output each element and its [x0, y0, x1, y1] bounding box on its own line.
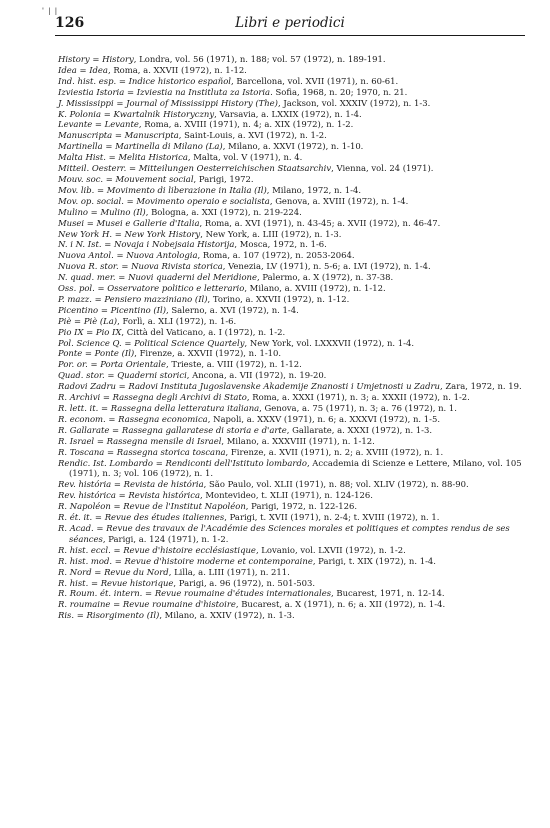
list-item: Mov. op. social. = Movimento operaio e socialista, Genova, a. XVIII (1972), n. 1-4.: [58, 195, 409, 206]
entry-details: , Trieste, a. VIII (1972), n. 1-12.: [165, 359, 302, 370]
entry-details: , Napoli, a. XXXV (1971), n. 6; a. XXXVI (1972), n. 1-5.: [207, 413, 441, 424]
entry-title: Revue roumaine d'études internationales: [154, 588, 332, 599]
entry-title: Journal of Mississippi History (The): [126, 97, 278, 108]
entry-abbreviation: Idea: [58, 64, 77, 75]
entry-abbreviation: Mov. lib.: [58, 184, 95, 195]
entry-details: , Lovanio, vol. LXVII (1972), n. 1-2.: [255, 544, 406, 555]
list-item: Radovi Zadru = Radovi Instituta Jugoslavenske Akademije Znanosti i Umjetnosti u Zadru, Zara, 1972, n. 19.: [58, 381, 522, 392]
list-item: History = History, Londra, vol. 56 (1971), n. 188; vol. 57 (1972), n. 189-191.: [58, 54, 386, 64]
entry-abbreviation: P. mazz.: [58, 293, 92, 304]
entry-title: Movimento di liberazione in Italia (Il): [106, 184, 267, 195]
list-item: Idea = Idea, Roma, a. XXVII (1972), n. 1-12.: [58, 64, 247, 75]
entry-abbreviation: K. Polonia: [58, 108, 102, 119]
entry-abbreviation: R. hist. eccl.: [58, 544, 111, 555]
entry-abbreviation: Malta Hist.: [58, 152, 106, 163]
list-item: R. Toscana = Rassegna storica toscana, Firenze, a. XVII (1971), n. 2; a. XVIII (1972), n. 1.: [58, 446, 444, 457]
entry-details: , Bucarest, a. X (1971), n. 6; a. XII (1972), n. 1-4.: [235, 599, 446, 610]
entry-title: Revue du Nord: [104, 566, 169, 577]
entry-details: , Genova, a. 75 (1971), n. 3; a. 76 (1972), n. 1.: [259, 403, 457, 413]
entry-title: Movimento operaio e socialista: [136, 195, 270, 206]
entry-details: . Sofia, 1968, n. 20; 1970, n. 21.: [270, 86, 408, 97]
list-item: Pio IX = Pio IX, Città del Vaticano, a. I (1972), n. 1-2.: [58, 326, 286, 337]
entry-title: Revue d'histoire moderne et contemporaine: [124, 555, 313, 566]
list-item: R. ét. it. = Revue des études italiennes, Parigi, t. XVII (1971), n. 2-4; t. XVIII (1972), n. 1.: [58, 512, 440, 523]
entry-abbreviation: R. Gallarate: [58, 424, 110, 435]
entry-abbreviation: R. Nord: [58, 566, 92, 577]
entry-abbreviation: R. Acad.: [58, 522, 94, 533]
entry-title: Melita Historica: [118, 152, 188, 163]
list-item: R. hist. mod. = Revue d'histoire moderne et contemporaine, Parigi, t. XIX (1972), n. 1-4.: [58, 555, 436, 566]
list-item: Rendic. Ist. Lombardo = Rendiconti dell'Istituto lombardo, Accademia di Scienze e Lettere, Milano, vol. 105 (1971), n. 3; vol. 106 (1972), n. 1.: [58, 457, 522, 479]
list-item: R. Nord = Revue du Nord, Lilla, a. LIII (1971), n. 211.: [58, 566, 290, 577]
entry-abbreviation: R. econom.: [58, 413, 106, 424]
entry-title: Political Science Quartely: [134, 337, 245, 348]
list-item: R. Gallarate = Rassegna gallaratese di storia e d'arte, Gallarate, a. XXXI (1972), n. 1-3.: [58, 424, 433, 435]
entry-details: , Venezia, LV (1971), n. 5-6; a. LVI (1972), n. 1-4.: [222, 261, 431, 272]
entry-details: , Roma, a. XVI (1971), n. 43-45; a. XVII (1972), n. 46-47.: [199, 217, 441, 228]
list-item: Mov. lib. = Movimento di liberazione in Italia (Il), Milano, 1972, n. 1-4.: [58, 184, 362, 195]
running-header: [55, 15, 525, 36]
list-item: J. Mississippi = Journal of Mississippi History (The), Jackson, vol. XXXIV (1972), n. 1-3.: [58, 97, 431, 108]
entry-abbreviation: R. roumaine: [58, 599, 111, 610]
entry-title: Revue d'histoire ecclésiastique: [123, 544, 256, 555]
entry-details: , Milano, a. XXIV (1972), n. 1-3.: [159, 610, 295, 621]
entry-title: Nuovi quaderni del Meridione: [128, 272, 257, 283]
list-item: Musei = Musei e Gallerie d'Italia, Roma, a. XVI (1971), n. 43-45; a. XVII (1972), n. 46-47.: [58, 217, 441, 228]
entry-details: , New York, a. LIII (1972), n. 1-3.: [200, 228, 342, 239]
entry-details: , Milano, a. XVIII (1972), n. 1-12.: [244, 283, 386, 294]
entry-title: Martinella di Milano (La): [115, 141, 223, 152]
entry-abbreviation: Manuscripta: [58, 130, 113, 141]
entry-abbreviation: R. Roum. ét. intern.: [58, 588, 143, 599]
entry-details: , Gallarate, a. XXXI (1972), n. 1-3.: [286, 424, 433, 435]
list-item: Picentino = Picentino (Il), Salerno, a. XVI (1972), n. 1-4.: [58, 304, 299, 315]
entry-details: , Lilla, a. LIII (1971), n. 211.: [168, 566, 290, 577]
entry-details: , Roma, a. XXXI (1971), n. 3; a. XXXII (1972), n. 1-2.: [246, 392, 470, 403]
entry-details: , Firenze, a. XVII (1971), n. 2; a. XVIII (1972), n. 1.: [225, 446, 444, 457]
entry-abbreviation: Quad. stor.: [58, 370, 105, 381]
list-item: New York H. = New York History, New York, a. LIII (1972), n. 1-3.: [58, 228, 342, 239]
entry-abbreviation: Nuova Antol.: [58, 250, 114, 261]
list-item: R. Israel = Rassegna mensile di Israel, Milano, a. XXXVIII (1971), n. 1-12.: [58, 435, 375, 446]
entry-details: , Milano, 1972, n. 1-4.: [266, 184, 362, 195]
entry-title: Radovi Instituta Jugoslavenske Akademije Znanosti i Umjetnosti u Zadru: [128, 381, 440, 392]
entry-details: , Forlì, a. XLI (1972), n. 1-6.: [117, 315, 237, 326]
list-item: N. quad. mer. = Nuovi quaderni del Meridione, Palermo, a. X (1972), n. 37-38.: [58, 272, 394, 283]
entry-details: , Londra, vol. 56 (1971), n. 188; vol. 57 (1972), n. 189-191.: [133, 54, 386, 64]
entry-title: Revue des études italiennes: [104, 512, 225, 523]
entry-details: , Roma, a. XXVII (1972), n. 1-12.: [107, 64, 247, 75]
entry-title: Izviestia na Institluta za Istoria: [136, 86, 271, 97]
list-item: Rev. história = Revista de história, São Paulo, vol. XLII (1971), n. 88; vol. XLIV (1972), n. 88-90.: [58, 479, 469, 490]
entry-details: , Ancona, a. VII (1972), n. 19-20.: [186, 370, 327, 381]
entry-details: , Parigi, a. 124 (1971), n. 1-2.: [102, 533, 229, 544]
entry-abbreviation: R. Archivi: [58, 392, 101, 403]
entry-details: , São Paulo, vol. XLII (1971), n. 88; vol. XLIV (1972), n. 88-90.: [203, 479, 469, 490]
entry-details: , Bucarest, 1971, n. 12-14.: [331, 588, 445, 599]
entry-abbreviation: Mov. op. social.: [58, 195, 124, 206]
entry-title: Nuova Antologia: [126, 250, 198, 261]
entry-title: Idea: [89, 64, 108, 75]
list-item: Nuova R. stor. = Nuova Rivista storica, Venezia, LV (1971), n. 5-6; a. LVI (1972), n. 1-4.: [58, 261, 431, 272]
entry-abbreviation: History: [58, 54, 90, 64]
entry-details: , Parigi, t. XVII (1971), n. 2-4; t. XVIII (1972), n. 1.: [224, 512, 440, 523]
entry-title: Revue roumaine d'histoire: [122, 599, 236, 610]
entry-title: Pio IX: [95, 326, 122, 337]
list-item: Rev. histórica = Revista histórica, Montevideo, t. XLII (1971), n. 124-126.: [58, 490, 373, 501]
entry-title: Mouvement social: [115, 173, 194, 184]
entry-abbreviation: Picentino: [58, 304, 99, 315]
list-item: R. Napoléon = Revue de l'Institut Napoléon, Parigi, 1972, n. 122-126.: [58, 501, 358, 512]
list-item: Mouv. soc. = Mouvement social, Parigi, 1972.: [58, 173, 254, 184]
list-item: Ris. = Risorgimento (Il), Milano, a. XXIV (1972), n. 1-3.: [58, 610, 295, 621]
entry-title: Pensiero mazziniano (Il): [104, 293, 208, 304]
entry-abbreviation: Oss. pol.: [58, 283, 95, 294]
entry-abbreviation: Por. or.: [58, 359, 88, 370]
entry-title: Revista histórica: [128, 490, 201, 501]
list-item: R. Roum. ét. intern. = Revue roumaine d'études internationales, Bucarest, 1971, n. 12-14.: [58, 588, 445, 599]
entry-title: Nuova Rivista storica: [131, 261, 223, 272]
entry-abbreviation: Musei: [58, 217, 85, 228]
list-item: Mulino = Mulino (Il), Bologna, a. XXI (1972), n. 219-224.: [58, 206, 302, 217]
periodicals-list: [58, 54, 528, 621]
entry-details: , Torino, a. XXVII (1972), n. 1-12.: [207, 293, 350, 304]
list-item: P. mazz. = Pensiero mazziniano (Il), Torino, a. XXVII (1972), n. 1-12.: [58, 293, 350, 304]
entry-abbreviation: Mouv. soc.: [58, 173, 104, 184]
entry-abbreviation: R. Toscana: [58, 446, 105, 457]
list-item: Mitteil. Oesterr. = Mitteilungen Oesterreichischen Staatsarchiv, Vienna, vol. 24 (1971).: [58, 163, 434, 174]
entry-abbreviation: Rendic. Ist. Lombardo: [58, 457, 154, 468]
entry-abbreviation: Izviestia Istoria: [58, 86, 125, 97]
entry-details: , Varsavia, a. LXXIX (1972), n. 1-4.: [214, 108, 362, 119]
entry-abbreviation: R. hist. mod.: [58, 555, 113, 566]
entry-details: , Parigi, a. 96 (1972), n. 501-503.: [173, 577, 316, 588]
entry-title: Revue historique: [100, 577, 174, 588]
list-item: Piè = Piè (La), Forlì, a. XLI (1972), n. 1-6.: [58, 315, 237, 326]
entry-title: Risorgimento (Il): [86, 610, 160, 621]
list-item: Pol. Science Q. = Political Science Quartely, New York, vol. LXXXVII (1972), n. 1-4.: [58, 337, 415, 348]
running-title: Libri e periodici: [235, 15, 345, 31]
list-item: Izviestia Istoria = Izviestia na Institluta za Istoria. Sofia, 1968, n. 20; 1970, n. 21.: [58, 86, 408, 97]
entry-title: History: [102, 54, 134, 64]
list-item: Ind. hist. esp. = Indice historico español, Barcellona, vol. XVII (1971), n. 60-61.: [58, 75, 399, 86]
entry-title: Osservatore politico e letterario: [107, 283, 245, 294]
entry-abbreviation: Rev. histórica: [58, 490, 116, 501]
entry-title: Rassegna economica: [118, 413, 208, 424]
entry-title: Porta Orientale: [100, 359, 166, 370]
list-item: Martinella = Martinella di Milano (La), Milano, a. XXVI (1972), n. 1-10.: [58, 141, 364, 152]
entry-details: , Parigi, 1972.: [193, 173, 254, 184]
entry-title: Manuscripta: [124, 130, 179, 141]
list-item: R. hist. = Revue historique, Parigi, a. 96 (1972), n. 501-503.: [58, 577, 316, 588]
entry-title: Mulino (Il): [100, 206, 146, 217]
entry-details: , Palermo, a. X (1972), n. 37-38.: [256, 272, 394, 283]
entry-abbreviation: Pol. Science Q.: [58, 337, 122, 348]
entry-details: , Accademia di Scienze e Lettere, Milano, vol. 105 (1971), n. 3; vol. 106 (1972), n. 1.: [69, 457, 522, 479]
entry-abbreviation: Ponte: [58, 348, 83, 359]
entry-abbreviation: N. quad. mer.: [58, 272, 116, 283]
entry-abbreviation: Radovi Zadru: [58, 381, 116, 392]
list-item: Malta Hist. = Melita Historica, Malta, vol. V (1971), n. 4.: [58, 152, 303, 163]
entry-details: , Vienna, vol. 24 (1971).: [331, 163, 434, 174]
entry-title: New York History: [124, 228, 201, 239]
entry-title: Quaderni storici: [117, 370, 187, 381]
entry-details: , Città del Vaticano, a. I (1972), n. 1-2.: [121, 326, 286, 337]
entry-title: Piè (La): [83, 315, 118, 326]
list-item: Quad. stor. = Quaderni storici, Ancona, a. VII (1972), n. 19-20.: [58, 370, 327, 381]
entry-title: Indice historico español: [128, 75, 231, 86]
list-item: R. hist. eccl. = Revue d'histoire ecclésiastique, Lovanio, vol. LXVII (1972), n. 1-2.: [58, 544, 406, 555]
entry-abbreviation: N. i N. Ist.: [58, 239, 102, 250]
entry-details: , Parigi, 1972, n. 122-126.: [245, 501, 358, 512]
entry-title: Revue des travaux de l'Académie des Sciences morales et politiques et comptes rendus de ses séances: [69, 522, 510, 544]
entry-details: , Roma, a. 107 (1972), n. 2053-2064.: [197, 250, 355, 261]
entry-title: Kwartalnik Historyczny: [113, 108, 215, 119]
list-item: Ponte = Ponte (Il), Firenze, a. XXVII (1972), n. 1-10.: [58, 348, 282, 359]
entry-details: , Zara, 1972, n. 19.: [439, 381, 522, 392]
entry-title: Rassegna storica toscana: [116, 446, 226, 457]
entry-details: , Milano, a. XXVI (1972), n. 1-10.: [222, 141, 364, 152]
list-item: K. Polonia = Kwartalnik Historyczny, Varsavia, a. LXXIX (1972), n. 1-4.: [58, 108, 362, 119]
margin-marks: ' | |: [42, 7, 59, 15]
entry-details: , Firenze, a. XXVII (1972), n. 1-10.: [134, 348, 282, 359]
entry-details: , Milano, a. XXXVIII (1971), n. 1-12.: [221, 435, 375, 446]
list-item: Oss. pol. = Osservatore politico e letterario, Milano, a. XVIII (1972), n. 1-12.: [58, 283, 386, 294]
entry-details: , Mosca, 1972, n. 1-6.: [234, 239, 327, 250]
list-item: N. i N. Ist. = Novaja i Nobejsaia Historija, Mosca, 1972, n. 1-6.: [58, 239, 327, 250]
entry-abbreviation: Piè: [58, 315, 72, 326]
entry-abbreviation: J. Mississippi: [58, 97, 114, 108]
entry-abbreviation: Mulino: [58, 206, 88, 217]
entry-title: Novaja i Nobejsaia Historija: [113, 239, 235, 250]
entry-abbreviation: R. Israel: [58, 435, 95, 446]
entry-title: Rassegna della letteratura italiana: [110, 403, 260, 413]
entry-title: Ponte (Il): [94, 348, 135, 359]
entry-abbreviation: R. lett. it.: [58, 403, 99, 413]
entry-title: Rassegna degli Archivi di Stato: [112, 392, 247, 403]
entry-details: , Genova, a. XVIII (1972), n. 1-4.: [269, 195, 409, 206]
entry-details: , Parigi, t. XIX (1972), n. 1-4.: [312, 555, 436, 566]
entry-title: Musei e Gallerie d'Italia: [96, 217, 200, 228]
list-item: R. Archivi = Rassegna degli Archivi di Stato, Roma, a. XXXI (1971), n. 3; a. XXXII (1972), n. 1-2.: [58, 392, 470, 403]
entry-details: , Bologna, a. XXI (1972), n. 219-224.: [145, 206, 302, 217]
entry-title: Rassegna mensile di Israel: [106, 435, 222, 446]
entry-details: , New York, vol. LXXXVII (1972), n. 1-4.: [244, 337, 415, 348]
entry-abbreviation: R. ét. it.: [58, 512, 93, 523]
entry-abbreviation: R. hist.: [58, 577, 89, 588]
entry-abbreviation: Mitteil. Oesterr.: [58, 163, 127, 174]
entry-title: Revista de história: [123, 479, 204, 490]
entry-title: Picentino (Il): [110, 304, 167, 315]
list-item: R. lett. it. = Rassegna della letteratura italiana, Genova, a. 75 (1971), n. 3; a. 76 (1972), n. 1.: [58, 403, 457, 413]
entry-details: , Salerno, a. XVI (1972), n. 1-4.: [166, 304, 299, 315]
entry-abbreviation: Ind. hist. esp.: [58, 75, 117, 86]
entry-abbreviation: Rev. história: [58, 479, 112, 490]
list-item: Manuscripta = Manuscripta, Saint-Louis, a. XVI (1972), n. 1-2.: [58, 130, 327, 141]
page-number: 126: [55, 15, 85, 31]
entry-details: , Barcellona, vol. XVII (1971), n. 60-61.: [230, 75, 399, 86]
entry-details: , Jackson, vol. XXXIV (1972), n. 1-3.: [277, 97, 431, 108]
entry-title: Levante: [104, 119, 139, 130]
entry-abbreviation: Levante: [58, 119, 93, 130]
list-item: Por. or. = Porta Orientale, Trieste, a. VIII (1972), n. 1-12.: [58, 359, 302, 370]
list-item: Levante = Levante, Roma, a. XVIII (1971), n. 4; a. XIX (1972), n. 1-2.: [58, 119, 354, 130]
entry-abbreviation: Martinella: [58, 141, 103, 152]
entry-abbreviation: R. Napoléon: [58, 501, 111, 512]
entry-title: Rendiconti dell'Istituto lombardo: [165, 457, 307, 468]
entry-title: Mitteilungen Oesterreichischen Staatsarchiv: [138, 163, 332, 174]
entry-abbreviation: Ris.: [58, 610, 75, 621]
entry-abbreviation: Pio IX: [58, 326, 84, 337]
list-item: R. roumaine = Revue roumaine d'histoire, Bucarest, a. X (1971), n. 6; a. XII (1972), n. 1-4.: [58, 599, 446, 610]
entry-details: , Montevideo, t. XLII (1971), n. 124-126.: [200, 490, 373, 501]
entry-title: Rassegna gallaratese di storia e d'arte: [121, 424, 287, 435]
entry-title: Revue de l'Institut Napoléon: [123, 501, 246, 512]
list-item: Nuova Antol. = Nuova Antologia, Roma, a. 107 (1972), n. 2053-2064.: [58, 250, 355, 261]
entry-details: , Roma, a. XVIII (1971), n. 4; a. XIX (1972), n. 1-2.: [138, 119, 354, 130]
list-item: R. econom. = Rassegna economica, Napoli, a. XXXV (1971), n. 6; a. XXXVI (1972), n. 1-5.: [58, 413, 441, 424]
entry-abbreviation: Nuova R. stor.: [58, 261, 119, 272]
entry-details: , Saint-Louis, a. XVI (1972), n. 1-2.: [178, 130, 327, 141]
entry-abbreviation: New York H.: [58, 228, 113, 239]
list-item: R. Acad. = Revue des travaux de l'Académie des Sciences morales et politiques et comptes rendus de ses séances, Parigi, a. 124 (1971), n. 1-2.: [58, 522, 510, 544]
entry-details: , Malta, vol. V (1971), n. 4.: [187, 152, 303, 163]
